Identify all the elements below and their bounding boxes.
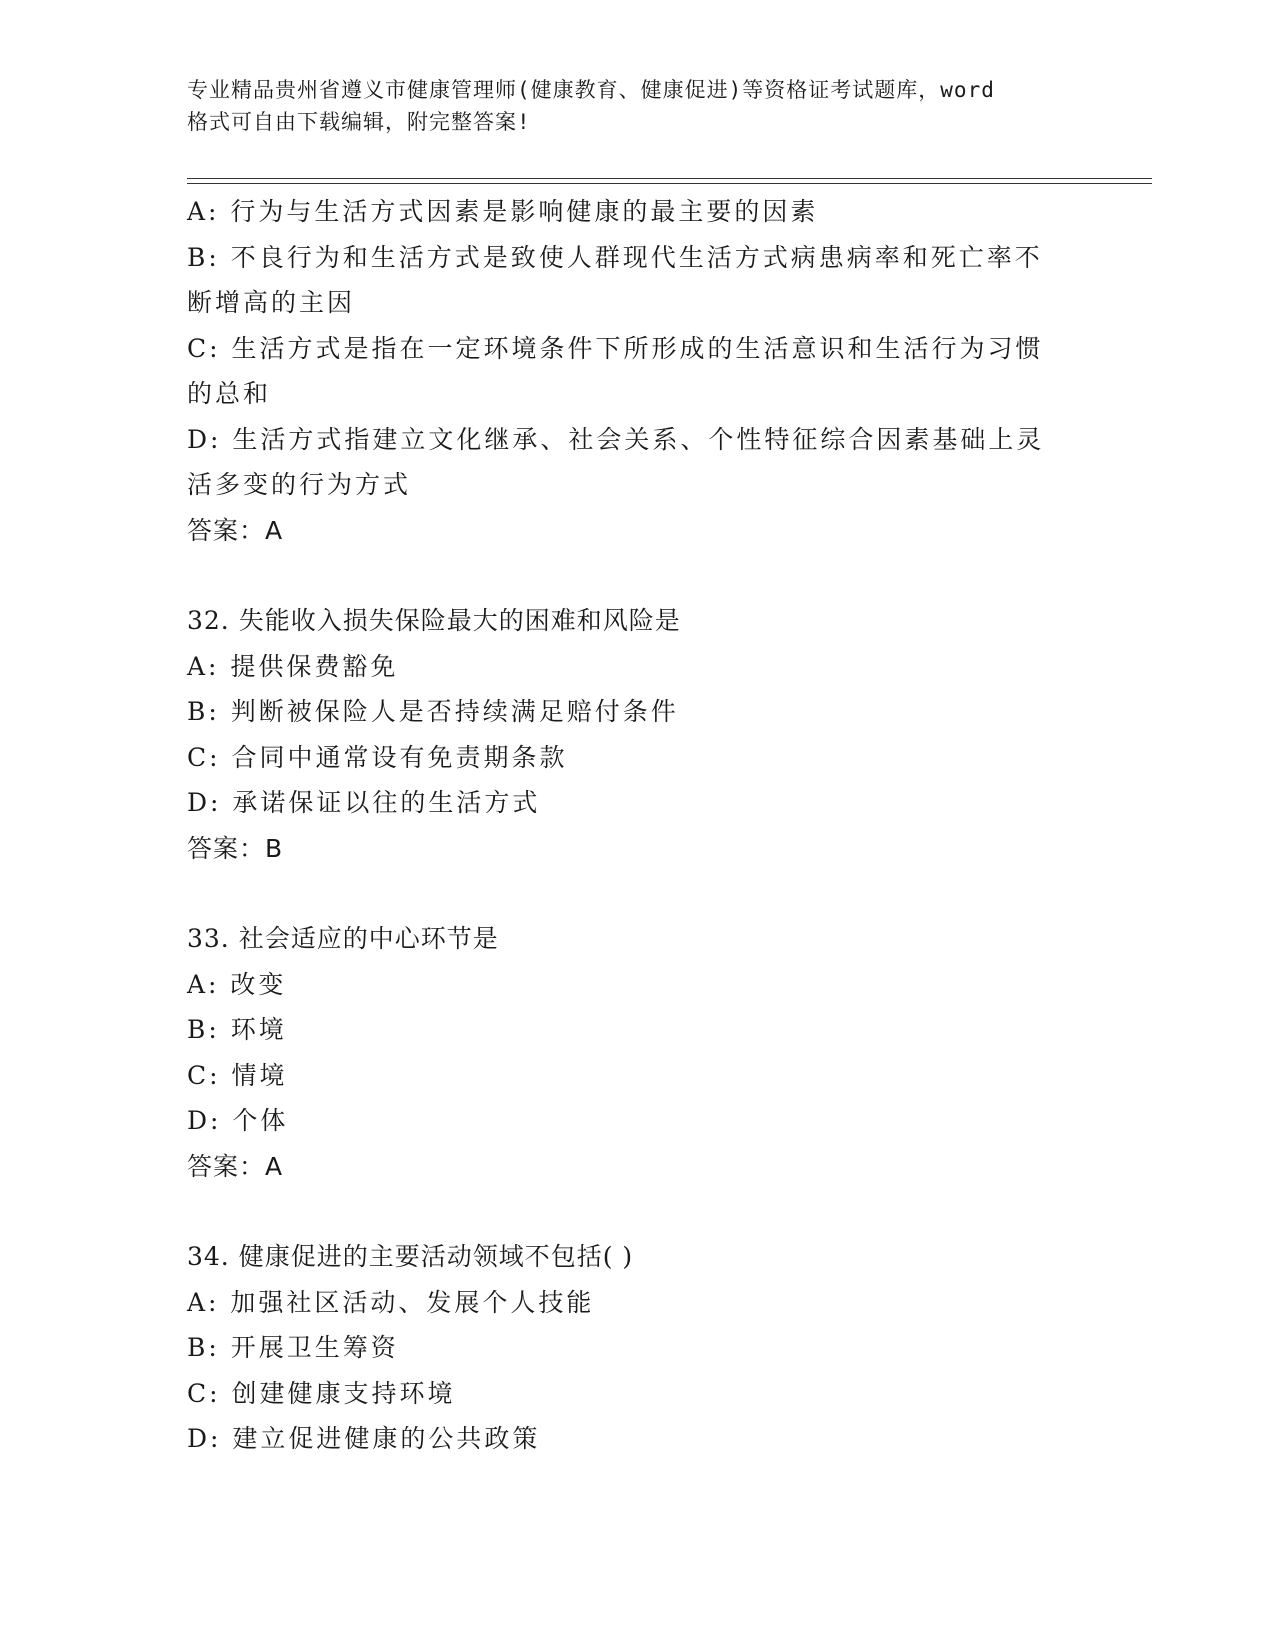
option-c: C: 情境 [187, 1060, 288, 1090]
spacer [187, 871, 1087, 916]
question-33-block [187, 916, 1087, 1189]
question-text: 33. 社会适应的中心环节是 [187, 924, 499, 953]
header-divider-bottom [187, 183, 1152, 184]
option-a: A: 行为与生活方式因素是影响健康的最主要的因素 [187, 197, 819, 226]
option-c: C: 合同中通常设有免责期条款 [187, 742, 568, 772]
option-b: B: 环境 [187, 1015, 287, 1044]
header-divider-top [187, 178, 1152, 179]
option-c: C: 生活方式是指在一定环境条件下所形成的生活意识和生活行为习惯 [187, 333, 1044, 363]
question-text: 32. 失能收入损失保险最大的困难和风险是 [187, 606, 681, 635]
option-c-continued: 的总和 [187, 379, 272, 408]
option-d: D: 个体 [187, 1106, 289, 1135]
spacer [187, 1189, 1087, 1234]
option-d-continued: 活多变的行为方式 [187, 470, 412, 499]
option-c: C: 创建健康支持环境 [187, 1378, 456, 1408]
option-b: B: 判断被保险人是否持续满足赔付条件 [187, 697, 679, 726]
question-32-block [187, 598, 1087, 871]
option-d: D: 建立促进健康的公共政策 [187, 1424, 541, 1453]
option-b-continued: 断增高的主因 [187, 288, 356, 317]
option-b: B: 开展卫生筹资 [187, 1333, 399, 1362]
question-list [187, 189, 1087, 1462]
spacer [187, 553, 1087, 598]
header-line-1: 专业精品贵州省遵义市健康管理师(健康教育、健康促进)等资格证考试题库，word [187, 78, 995, 102]
option-a: A: 提供保费豁免 [187, 651, 399, 681]
answer-label: 答案：A [187, 515, 284, 545]
question-31-block [187, 189, 1087, 553]
option-a: A: 改变 [187, 969, 287, 999]
header-line-2: 格式可自由下载编辑，附完整答案! [187, 110, 531, 134]
option-a: A: 加强社区活动、发展个人技能 [187, 1287, 595, 1317]
question-34-block [187, 1234, 1087, 1462]
option-d: D: 承诺保证以往的生活方式 [187, 788, 541, 817]
option-b: B: 不良行为和生活方式是致使人群现代生活方式病患病率和死亡率不 [187, 242, 1043, 272]
document-header [187, 74, 1087, 138]
option-d: D: 生活方式指建立文化继承、社会关系、个性特征综合因素基础上灵 [187, 424, 1045, 454]
answer-label: 答案：B [187, 833, 284, 863]
answer-label: 答案：A [187, 1151, 284, 1181]
question-text: 34. 健康促进的主要活动领域不包括( ) [187, 1242, 634, 1271]
